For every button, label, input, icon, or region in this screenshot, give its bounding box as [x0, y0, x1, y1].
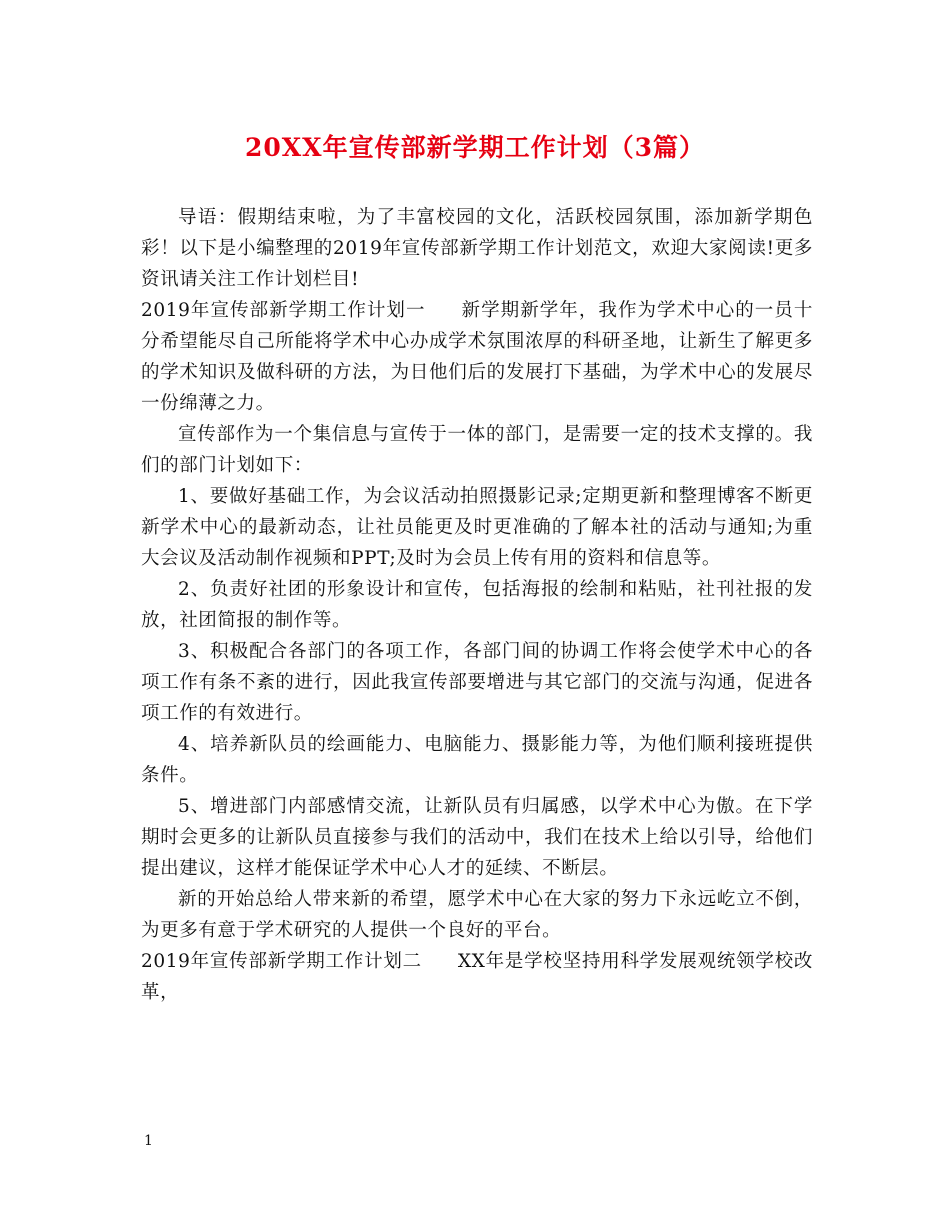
paragraph-text: 3、积极配合各部门的各项工作，各部门间的协调工作将会使学术中心的各项工作有条不紊的进行，因此我宣传部要增进与其它部门的交流与沟通，促进各项工作的有效进行。 [141, 641, 813, 724]
list-item-3 [141, 636, 813, 729]
list-item-4 [141, 729, 813, 791]
paragraph-text: 2、负责好社团的形象设计和宣传，包括海报的绘制和粘贴，社刊社报的发放，社团简报的制作等。 [141, 579, 813, 631]
paragraph-text: 新学期新学年，我作为学术中心的一员十分希望能尽自己所能将学术中心办成学术氛围浓厚的科研圣地，让新生了解更多的学术知识及做科研的方法，为日他们后的发展打下基础，为学术中心的发展尽一份绵薄之力。 [141, 300, 813, 414]
paragraph-closing [141, 884, 813, 946]
section-label: 2019年宣传部新学期工作计划一 [141, 300, 426, 321]
page-number: 1 [144, 1133, 153, 1149]
paragraph-text: XX年是学校坚持用科学发展观统领学校改革， [141, 951, 814, 1003]
list-item-2 [141, 574, 813, 636]
list-item-5 [141, 791, 813, 884]
paragraph-text: 导语：假期结束啦，为了丰富校园的文化，活跃校园氛围，添加新学期色彩！以下是小编整理的2019年宣传部新学期工作计划范文，欢迎大家阅读!更多资讯请关注工作计划栏目! [141, 207, 813, 290]
paragraph-text: 1、要做好基础工作，为会议活动拍照摄影记录;定期更新和整理博客不断更新学术中心的最新动态，让社员能更及时更准确的了解本社的活动与通知;为重大会议及活动制作视频和PPT;及时为会员上传有用的资料和信息等。 [141, 486, 813, 569]
paragraph-text: 宣传部作为一个集信息与宣传于一体的部门，是需要一定的技术支撑的。我们的部门计划如下： [141, 424, 813, 476]
paragraph-plan-one [141, 295, 813, 419]
paragraph-text: 5、增进部门内部感情交流，让新队员有归属感，以学术中心为傲。在下学期时会更多的让新队员直接参与我们的活动中，我们在技术上给以引导，给他们提出建议，这样才能保证学术中心人才的延续、不断层。 [141, 796, 813, 879]
paragraph-text: 4、培养新队员的绘画能力、电脑能力、摄影能力等，为他们顺利接班提供条件。 [141, 734, 813, 786]
list-item-1 [141, 481, 813, 574]
section-label: 2019年宣传部新学期工作计划二 [141, 951, 422, 972]
document-title: 20XX年宣传部新学期工作计划（3篇） [245, 133, 705, 162]
document-body [141, 202, 813, 1008]
paragraph-text: 新的开始总给人带来新的希望，愿学术中心在大家的努力下永远屹立不倒，为更多有意于学术研究的人提供一个良好的平台。 [141, 889, 813, 941]
paragraph-intro [141, 202, 813, 295]
paragraph-department [141, 419, 813, 481]
paragraph-plan-two [141, 946, 813, 1008]
